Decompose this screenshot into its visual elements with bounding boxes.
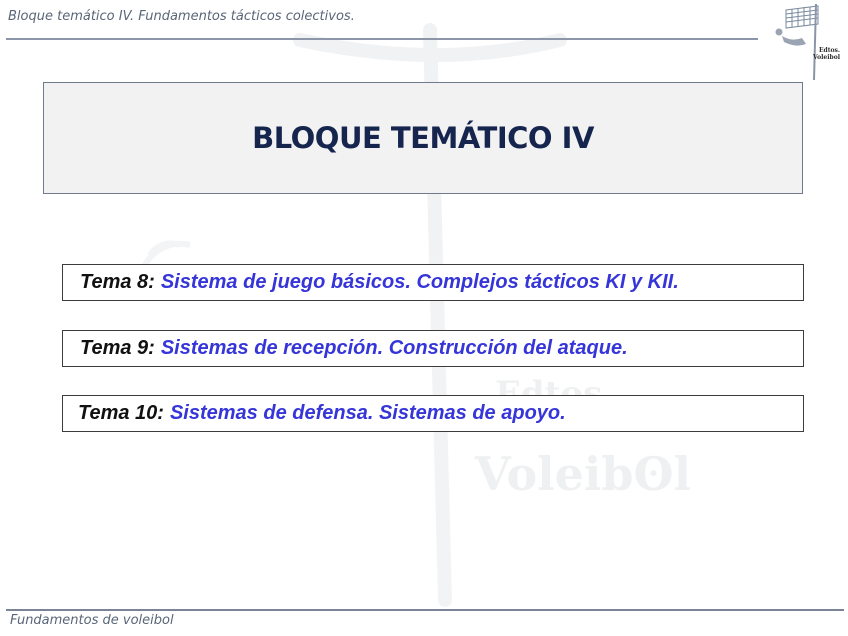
topic-box-tema-9 — [62, 330, 804, 367]
watermark-text-2: Voleibʘl — [475, 447, 692, 501]
topic-box-tema-10 — [62, 395, 804, 432]
volleyball-player-icon — [770, 2, 846, 82]
topic-label: Tema 9: — [80, 337, 155, 359]
footer-divider — [6, 609, 844, 611]
header-divider — [6, 38, 758, 40]
watermark-text-1: Edtos. — [495, 374, 615, 414]
topic-label: Tema 8: — [80, 271, 155, 293]
logo-line-1: Edtos. — [818, 47, 840, 54]
logo-line-2: Voleibol — [813, 54, 840, 61]
page-title: BLOQUE TEMÁTICO IV — [252, 121, 594, 155]
logo-text — [813, 47, 840, 61]
footer-title: Fundamentos de voleibol — [10, 613, 174, 628]
topic-text: Sistemas de recepción. Construcción del ataque. — [160, 337, 628, 359]
title-box — [43, 82, 803, 194]
header-title: Bloque temático IV. Fundamentos tácticos colectivos. — [8, 9, 355, 24]
edtos-voleibol-logo — [770, 2, 846, 82]
topic-text: Sistemas de defensa. Sistemas de apoyo. — [169, 402, 566, 424]
topic-box-tema-8 — [62, 264, 804, 301]
topic-label: Tema 10: — [78, 402, 164, 424]
topic-text: Sistema de juego básicos. Complejos tácticos KI y KII. — [160, 271, 679, 293]
